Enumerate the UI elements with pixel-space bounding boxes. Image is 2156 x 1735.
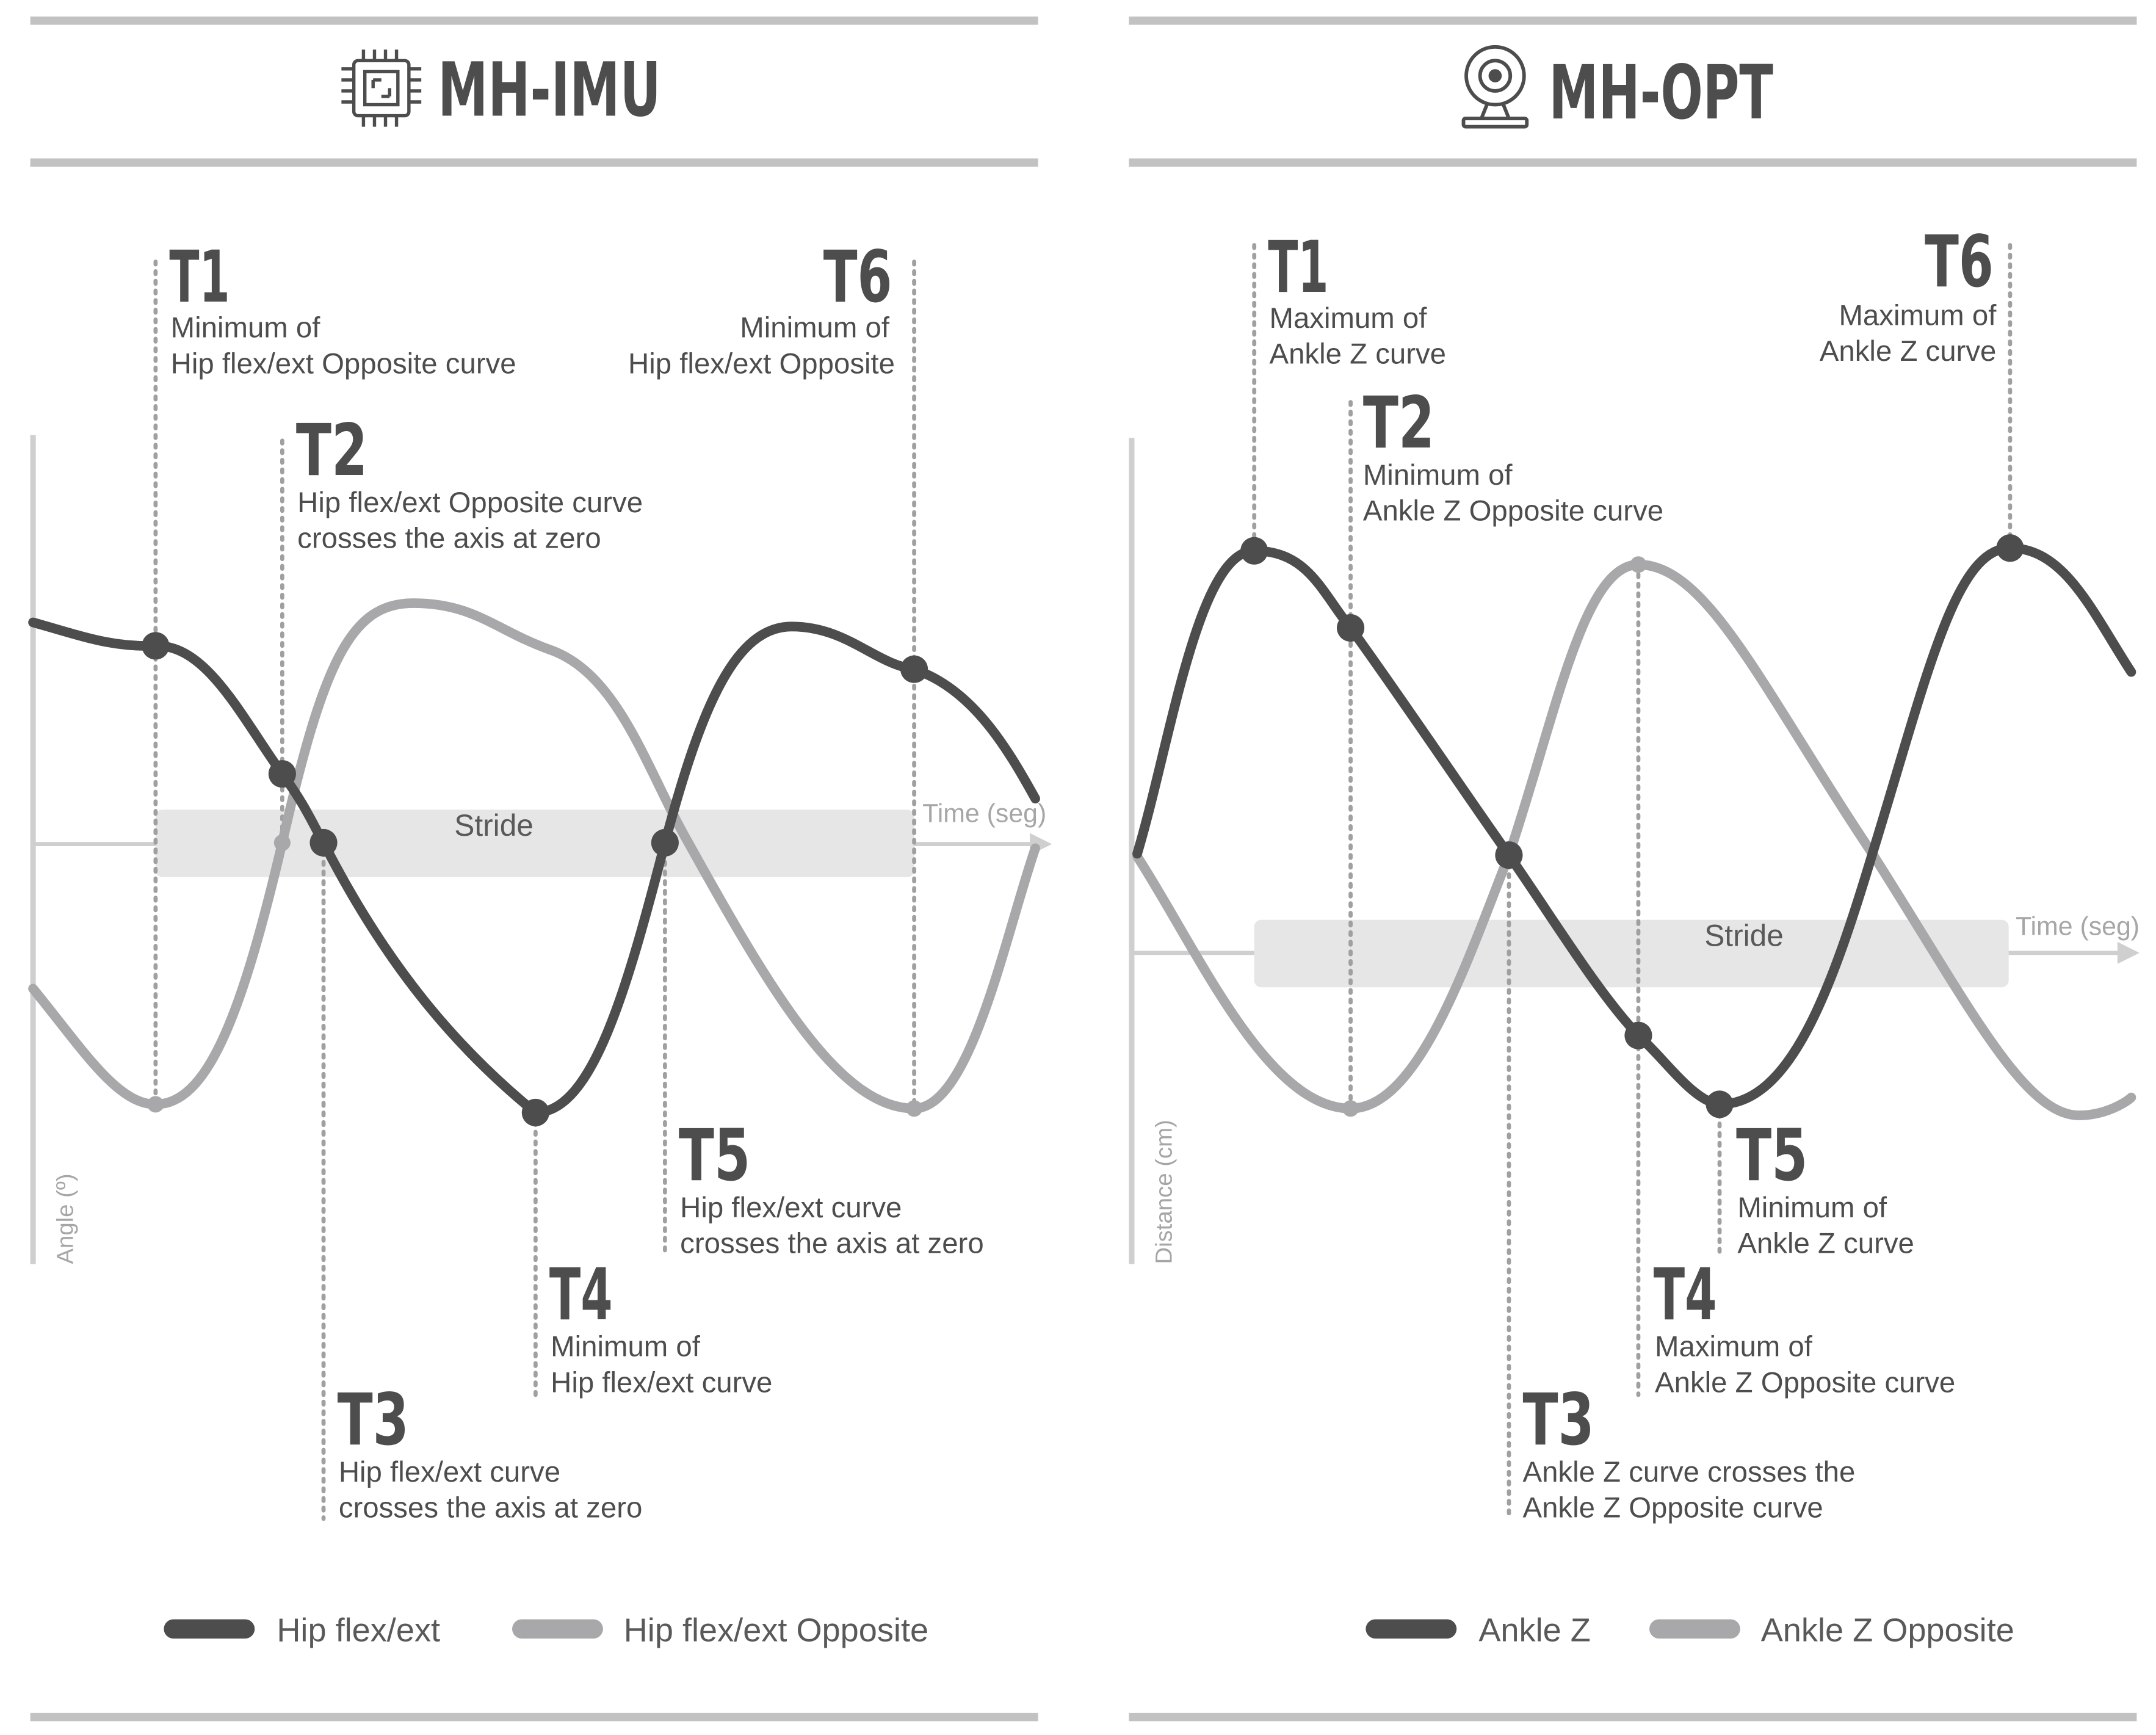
event-desc-t5-line2: crosses the axis at zero (680, 1227, 984, 1260)
event-id-t4: T4 (549, 1252, 613, 1336)
event-desc-t4-line2: Ankle Z Opposite curve (1655, 1366, 1956, 1399)
marker-t2-dark (269, 760, 296, 788)
marker-t5-dark (651, 829, 679, 857)
legend (1375, 1612, 2014, 1649)
event-desc-t3-line1: Ankle Z curve crosses the (1522, 1455, 1856, 1488)
event-labels (169, 235, 983, 1524)
event-id-t6: T6 (1925, 220, 1994, 304)
event-desc-t2-line2: Ankle Z Opposite curve (1362, 494, 1664, 527)
event-desc-t6-line1: Minimum of (740, 311, 890, 344)
marker-t6-dark (1996, 534, 2024, 562)
event-id-t3: T3 (337, 1378, 409, 1462)
event-desc-t6-line2: Ankle Z curve (1819, 335, 1997, 368)
event-desc-t2-line1: Hip flex/ext Opposite curve (297, 487, 643, 520)
stride-label: Stride (454, 808, 534, 843)
chip-icon (341, 49, 421, 126)
marker-t4-light (1630, 556, 1646, 573)
event-desc-t3-line2: Ankle Z Opposite curve (1522, 1491, 1823, 1524)
stride-label: Stride (1704, 918, 1784, 953)
event-markers (142, 632, 928, 1126)
marker-t3-dark (309, 829, 337, 857)
marker-t3-dark (1495, 841, 1522, 869)
panel-mh-imu (31, 21, 1052, 1717)
event-desc-t4-line1: Minimum of (551, 1330, 700, 1363)
event-desc-t4-line2: Hip flex/ext curve (551, 1366, 773, 1399)
event-desc-t1-line1: Minimum of (170, 311, 320, 344)
legend-label-dark: Ankle Z (1478, 1612, 1591, 1649)
marker-t2-light (274, 835, 291, 851)
marker-t6-dark (900, 656, 928, 683)
marker-t1-light (147, 1096, 164, 1112)
marker-t5-dark (1706, 1090, 1733, 1118)
event-id-t5: T5 (1736, 1113, 1808, 1197)
legend-label-light: Hip flex/ext Opposite (623, 1612, 929, 1649)
marker-t1-dark (1240, 537, 1268, 565)
event-id-t4: T4 (1653, 1252, 1717, 1336)
marker-t2-dark (1337, 614, 1364, 642)
event-desc-t3-line2: crosses the axis at zero (338, 1491, 643, 1524)
event-markers (1240, 534, 2024, 1118)
event-desc-t6-line1: Maximum of (1839, 299, 1997, 332)
marker-t4-dark (1624, 1022, 1652, 1049)
marker-t4-dark (522, 1099, 549, 1126)
event-id-t1: T1 (1268, 225, 1329, 310)
x-axis-label: Time (seg) (2015, 911, 2140, 941)
event-desc-t4-line1: Maximum of (1655, 1330, 1812, 1363)
legend (173, 1612, 928, 1649)
event-desc-t1-line2: Ankle Z curve (1269, 338, 1447, 371)
y-axis-label: Distance (cm) (1151, 1120, 1177, 1264)
event-desc-t2-line1: Minimum of (1362, 458, 1513, 491)
event-id-t2: T2 (1362, 381, 1435, 465)
event-desc-t6-line2: Hip flex/ext Opposite (628, 347, 895, 380)
legend-label-dark: Hip flex/ext (277, 1612, 441, 1649)
event-desc-t1-line2: Hip flex/ext Opposite curve (170, 347, 516, 380)
marker-t6-light (906, 1100, 922, 1117)
event-id-t2: T2 (295, 408, 368, 493)
event-id-t5: T5 (678, 1113, 751, 1197)
event-id-t1: T1 (169, 235, 230, 319)
event-desc-t2-line2: crosses the axis at zero (297, 522, 601, 555)
event-desc-t3-line1: Hip flex/ext curve (338, 1455, 561, 1488)
marker-t2-light (1342, 1100, 1359, 1117)
panel-mh-opt (1129, 21, 2140, 1717)
event-desc-t1-line1: Maximum of (1269, 302, 1427, 335)
event-desc-t5-line1: Hip flex/ext curve (680, 1191, 902, 1224)
y-axis-label: Angle (º) (52, 1173, 79, 1264)
stride-band (1254, 920, 2009, 988)
event-id-t6: T6 (823, 235, 892, 319)
x-axis-arrow (2118, 942, 2140, 964)
stride-band (156, 810, 914, 877)
webcam-icon (1464, 47, 1527, 127)
event-desc-t5-line2: Ankle Z curve (1737, 1227, 1914, 1260)
x-axis-label: Time (seg) (922, 799, 1047, 828)
panel-title: MH-OPT (1549, 49, 1774, 137)
panel-title: MH-IMU (438, 46, 661, 134)
event-id-t3: T3 (1522, 1378, 1594, 1462)
legend-label-light: Ankle Z Opposite (1760, 1612, 2014, 1649)
event-desc-t5-line1: Minimum of (1737, 1191, 1887, 1224)
marker-t1-dark (142, 632, 169, 659)
